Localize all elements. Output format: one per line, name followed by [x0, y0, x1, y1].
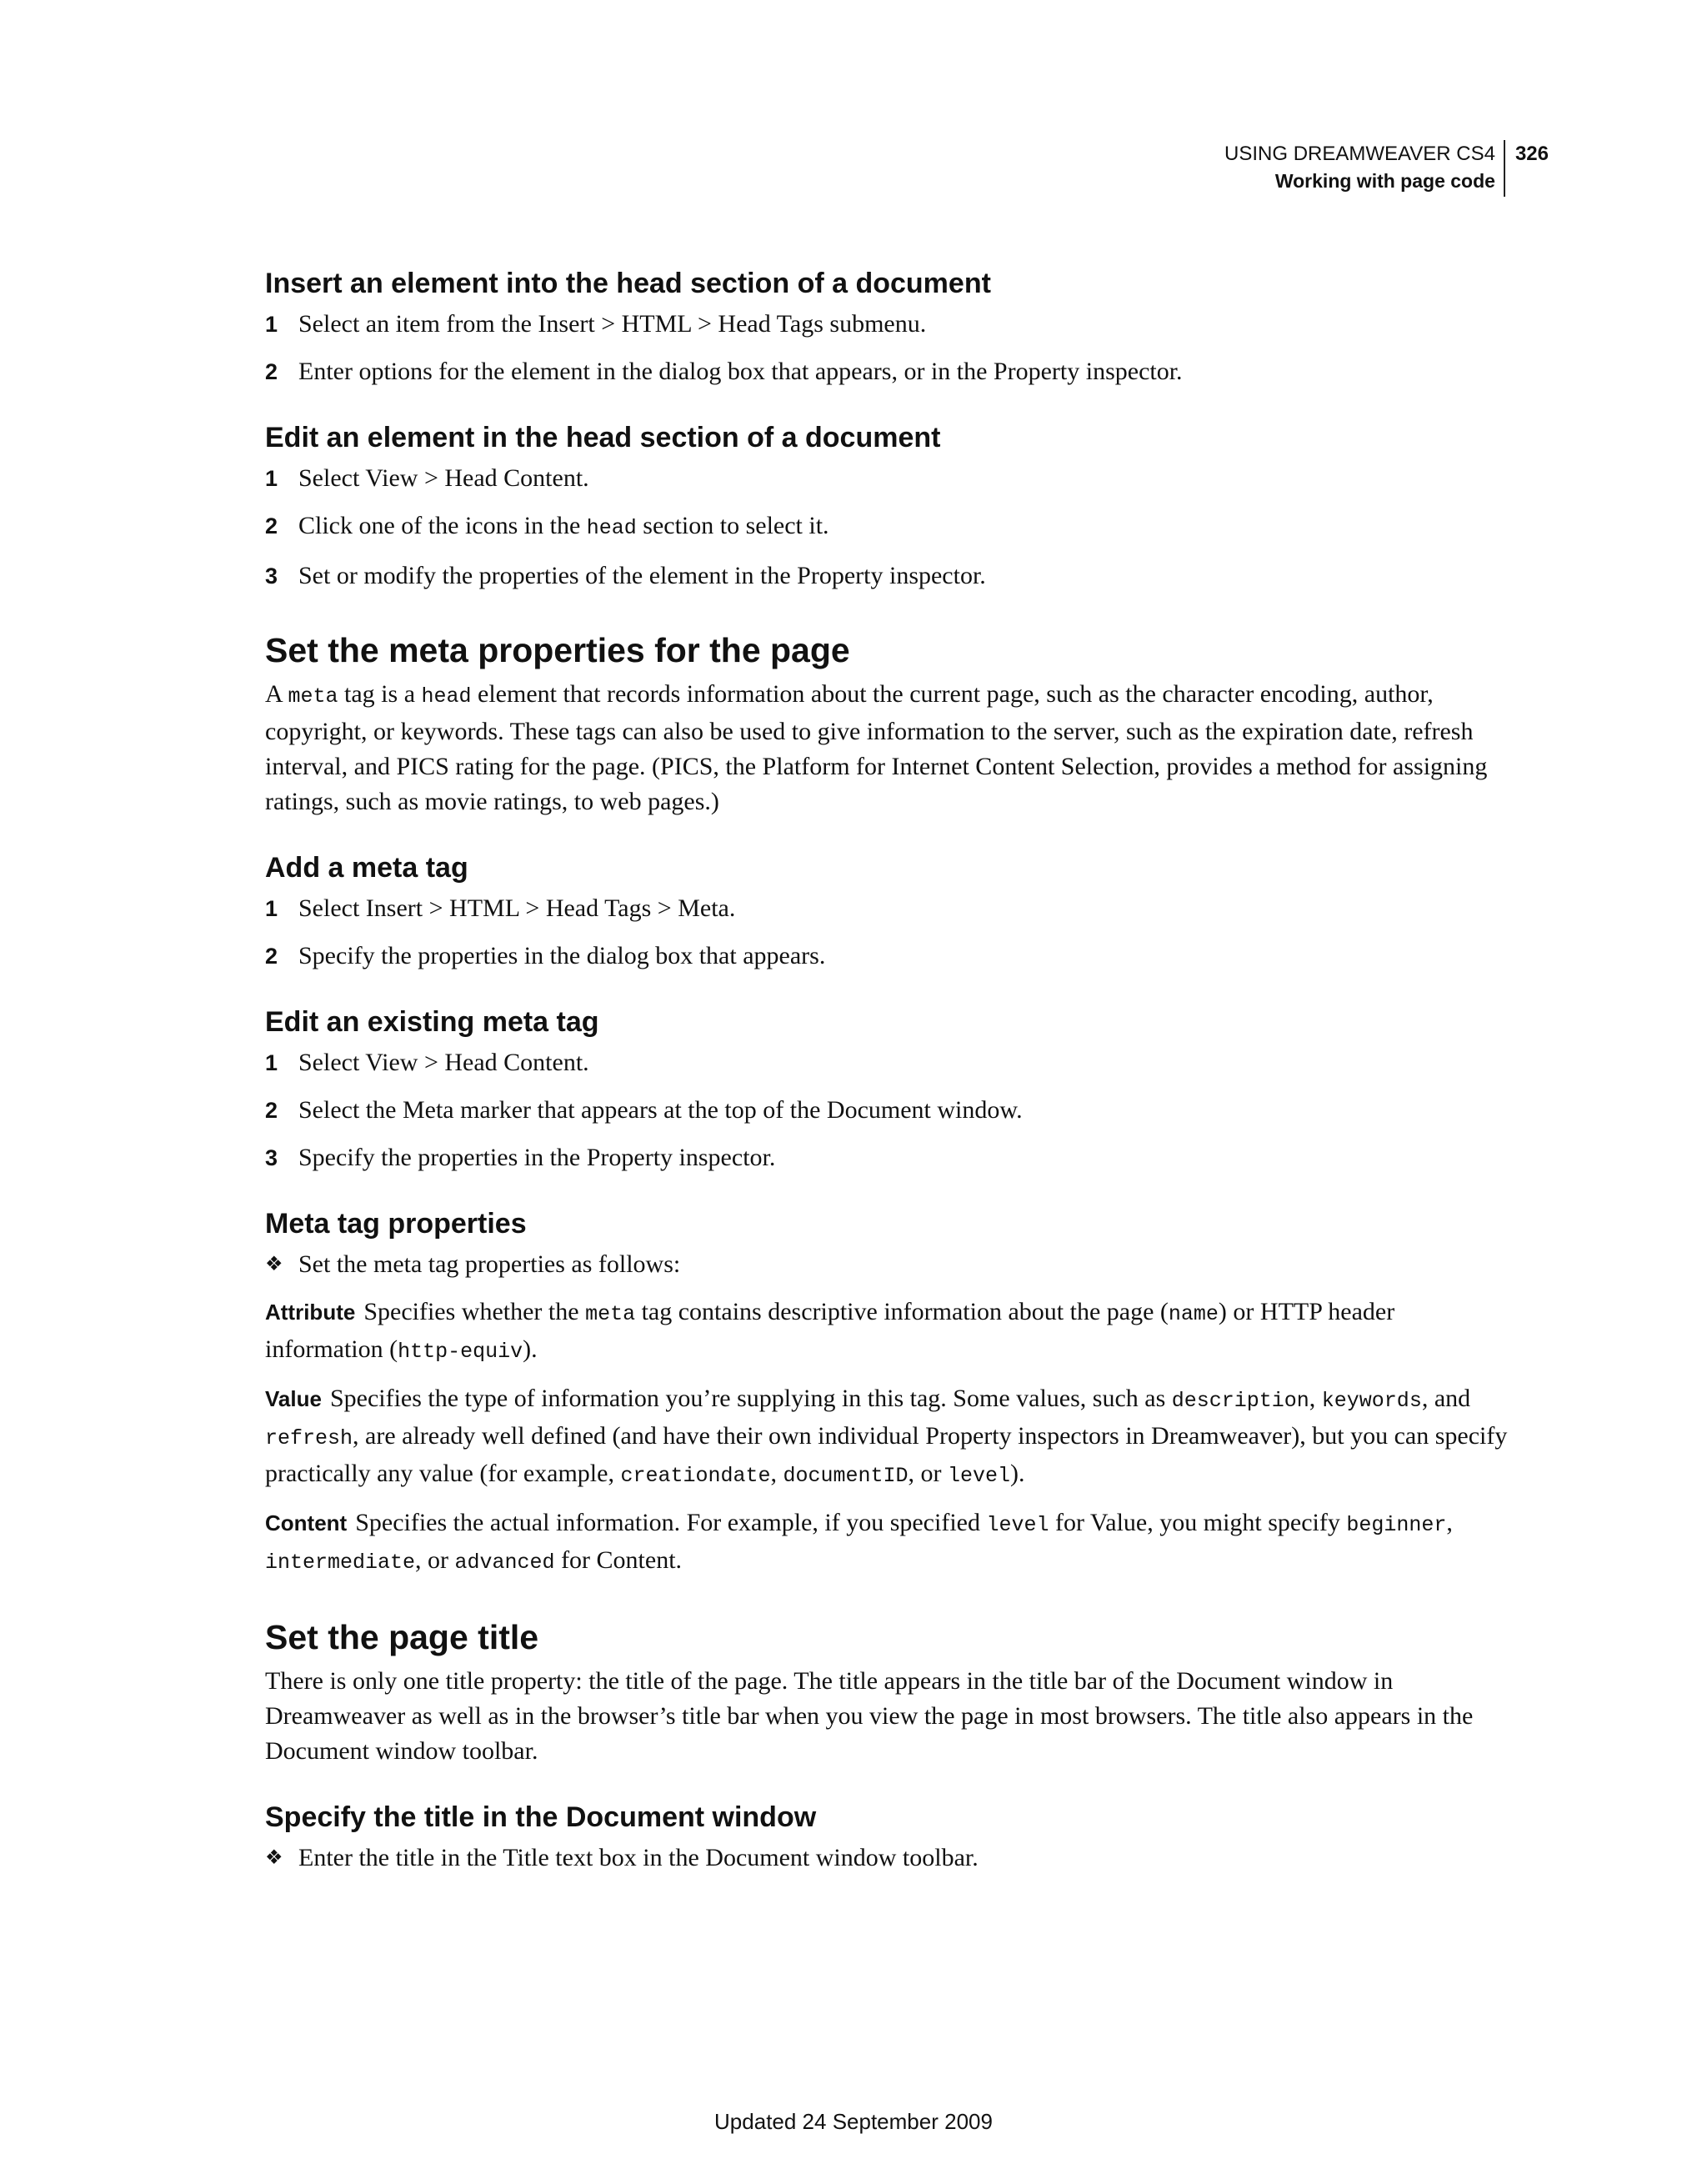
step — [265, 461, 1515, 496]
text-run: for Value, you might specify — [1049, 1509, 1347, 1536]
step — [265, 891, 1515, 926]
text-run: Specifies the type of information you’re supplying in this tag. Some values, such as — [329, 1385, 1172, 1412]
code-term: intermediate — [265, 1550, 416, 1575]
text-run: for Content. — [554, 1546, 683, 1574]
book-title: USING DREAMWEAVER CS4 — [1224, 143, 1495, 165]
step — [265, 307, 1515, 342]
heading-insert-head-element: Insert an element into the head section of a document — [265, 268, 991, 299]
text-run: element that records information about the current page, such as the character encoding, author, copyright, or keywords. These tags can also be used to give information to the server, such as the expiration date, refresh interval, and PICS rating for the page. (PICS, the Platform for Internet Content Selection, provides a method for assigning ratings, such as movie ratings, to web pages.) — [265, 680, 1488, 815]
step — [265, 1140, 1515, 1175]
text-run: ). — [1010, 1460, 1025, 1487]
heading-edit-head-element: Edit an element in the head section of a document — [265, 422, 941, 453]
heading-set-meta-properties: Set the meta properties for the page — [265, 631, 850, 669]
code-term: http-equiv — [398, 1340, 523, 1364]
code-term: head — [421, 684, 472, 709]
bullet-item — [265, 1841, 1515, 1876]
code-term: level — [948, 1464, 1011, 1488]
step-text: Specify the properties in the Property inspector. — [298, 1144, 776, 1171]
code-term: creationdate — [620, 1464, 771, 1488]
code-term: description — [1171, 1389, 1309, 1413]
bullet-icon: ❖ — [265, 1847, 283, 1869]
code-term: advanced — [454, 1550, 555, 1575]
step — [265, 508, 1515, 546]
text-run: ) or HTTP header information ( — [265, 1298, 1395, 1363]
step-number: 2 — [265, 1098, 278, 1123]
heading-set-page-title: Set the page title — [265, 1618, 539, 1656]
page-footer: Updated 24 September 2009 — [714, 2109, 993, 2134]
step-number: 3 — [265, 1145, 278, 1170]
step-number: 1 — [265, 896, 278, 921]
bullet-icon: ❖ — [265, 1254, 283, 1275]
step-number: 3 — [265, 564, 278, 589]
text-run: , are already well defined (and have their own individual Property inspectors in Dreamweaver), but you can specify practically any value (for example, — [265, 1422, 1508, 1487]
text-run: Specifies whether the — [363, 1298, 586, 1325]
heading-add-meta-tag: Add a meta tag — [265, 852, 468, 884]
page-body — [265, 265, 1515, 1888]
code-term: documentID — [783, 1464, 909, 1488]
page-number: 326 — [1514, 143, 1549, 165]
step-text: Select the Meta marker that appears at the top of the Document window. — [298, 1096, 1023, 1124]
definition-content — [265, 1505, 1515, 1580]
definition-term: Value — [265, 1386, 322, 1411]
text-run: , or — [908, 1460, 949, 1487]
definition-attribute — [265, 1295, 1515, 1370]
heading-edit-meta-tag: Edit an existing meta tag — [265, 1006, 599, 1038]
running-header — [1224, 140, 1549, 197]
bullet-text: Enter the title in the Title text box in the Document window toolbar. — [298, 1844, 979, 1871]
step — [265, 354, 1515, 389]
step-number: 2 — [265, 513, 278, 538]
code-term: name — [1168, 1302, 1219, 1326]
heading-specify-title: Specify the title in the Document window — [265, 1801, 817, 1833]
text-run: , — [1309, 1385, 1322, 1412]
definition-term: Attribute — [265, 1300, 356, 1325]
step-number: 2 — [265, 944, 278, 969]
code-term: meta — [585, 1302, 636, 1326]
meta-intro-paragraph — [265, 677, 1515, 819]
step-text: Select View > Head Content. — [298, 1049, 589, 1076]
bullet-item — [265, 1247, 1515, 1282]
code-term: keywords — [1321, 1389, 1422, 1413]
step-text: Enter options for the element in the dialog box that appears, or in the Property inspector. — [298, 358, 1183, 385]
header-titles — [1224, 140, 1505, 197]
text-run: ). — [523, 1335, 538, 1363]
text-run: , — [770, 1460, 783, 1487]
bullet-text: Set the meta tag properties as follows: — [298, 1250, 681, 1278]
step — [265, 1093, 1515, 1128]
step-text: Set or modify the properties of the element in the Property inspector. — [298, 562, 986, 589]
step-text — [298, 508, 829, 546]
text-run: tag is a — [338, 680, 422, 708]
text-run: Specifies the actual information. For example, if you specified — [355, 1509, 987, 1536]
code-term: beginner — [1346, 1513, 1447, 1537]
page-title-paragraph: There is only one title property: the title of the page. The title appears in the title bar of the Document window in Dreamweaver as well as in the browser’s title bar when you view the page in most browsers. The title also appears in the Document window toolbar. — [265, 1667, 1474, 1765]
step-text: Select an item from the Insert > HTML > Head Tags submenu. — [298, 310, 927, 338]
step-number: 1 — [265, 466, 278, 491]
heading-meta-tag-properties: Meta tag properties — [265, 1208, 527, 1240]
step-number: 1 — [265, 1050, 278, 1075]
text-run: A — [265, 680, 288, 708]
text-run: Click one of the icons in the — [298, 512, 587, 539]
code-term: meta — [288, 684, 338, 709]
text-run: , — [1446, 1509, 1453, 1536]
text-run: , or — [415, 1546, 455, 1574]
step — [265, 939, 1515, 974]
code-term: head — [586, 516, 637, 540]
code-term: level — [986, 1513, 1049, 1537]
step-text: Select Insert > HTML > Head Tags > Meta. — [298, 894, 736, 922]
code-term: refresh — [265, 1426, 353, 1450]
step — [265, 559, 1515, 594]
definition-term: Content — [265, 1510, 348, 1535]
step — [265, 1045, 1515, 1080]
step-number: 1 — [265, 312, 278, 337]
text-run: , and — [1421, 1385, 1471, 1412]
step-text: Select View > Head Content. — [298, 464, 589, 492]
definition-value — [265, 1381, 1515, 1494]
step-text: Specify the properties in the dialog box that appears. — [298, 942, 826, 969]
text-run: tag contains descriptive information about the page ( — [635, 1298, 1169, 1325]
chapter-title: Working with page code — [1274, 170, 1495, 192]
text-run: section to select it. — [636, 512, 829, 539]
step-number: 2 — [265, 359, 278, 384]
